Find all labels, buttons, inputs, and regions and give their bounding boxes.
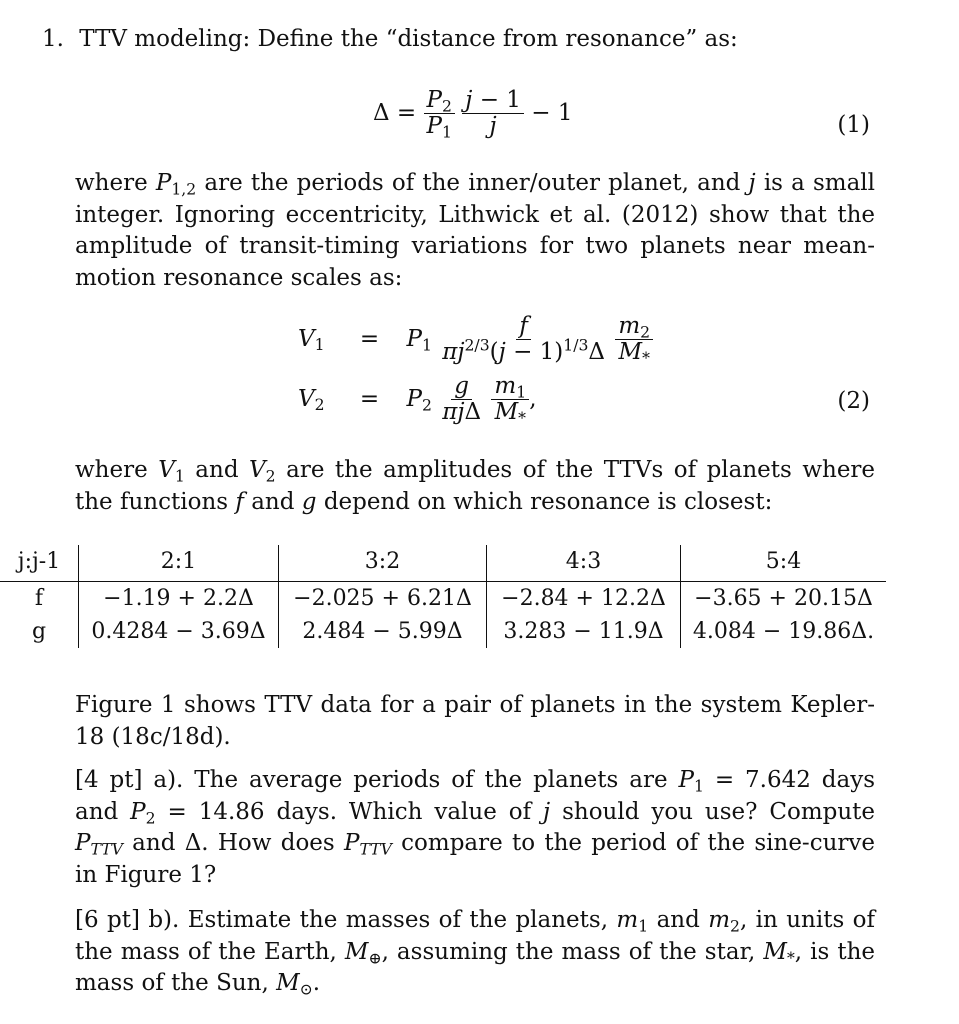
part-a-points: [4 pt] a). [75, 767, 184, 793]
equation-2-number: (2) [837, 388, 870, 414]
equation-1-number: (1) [837, 112, 870, 138]
table-cell: 0.4284 − 3.69Δ [79, 615, 279, 648]
part-b-points: [6 pt] b). [75, 907, 180, 933]
question-part-a: [4 pt] a). The average periods of the planets are $P_1 = 7.642$ days and $P_2 = 14.86$ days. Which value of j should you use? Compute $P_{TTV}$ and Δ. How does $P_{TTV}$ compare to the period of the sine-curve in Figure 1? [75, 767, 876, 888]
equation-2-v1: $V_1 = P_1$ $\frac{f}{\pi j^{2/3}(j - 1)^{1/3}\Delta}$ $\frac{m_2}{M_*}$ [298, 314, 653, 366]
resonance-table [0, 545, 886, 648]
paragraph-amplitudes: where $V_1$ and $V_2$ are the amplitudes of the TTVs of planets where the functions f and g depend on which resonance is closest: [75, 457, 876, 515]
table-cell: 4.084 − 19.86Δ. [692, 619, 875, 644]
equation-2-v2: $V_2 = P_2$ $\frac{g}{\text{πjΔ}}$ $\frac{m_1}{M_*}$ , [298, 373, 537, 428]
problem-heading [42, 26, 738, 52]
table-cell: 2.484 − 5.99Δ [279, 615, 487, 648]
paragraph-periods: where $P_{1,2}$ are the periods of the inner/outer planet, and j is a small integer. Ignoring eccentricity, Lithwick et al. (2012) show that the amplitude of transit-timing variations for two planets near mean-motion resonance scales as: [75, 170, 876, 291]
column-header: 3:2 [279, 545, 487, 582]
fraction-j: $\frac{j - 1}{j}$ [462, 88, 524, 140]
column-header: 4:3 [487, 545, 681, 582]
row-label: j:j-1 [0, 545, 79, 582]
problem-title: TTV modeling: Define the “distance from resonance” as: [79, 26, 738, 52]
table-row [0, 615, 886, 648]
table-cell: −3.65 + 20.15Δ [694, 586, 873, 611]
table-cell: 3.283 − 11.9Δ [487, 615, 681, 648]
table-header-row [0, 545, 886, 582]
table-row [0, 582, 886, 616]
problem-number: 1. [42, 26, 64, 52]
table-cell: −2.84 + 12.2Δ [487, 582, 681, 616]
question-part-b: [6 pt] b). Estimate the masses of the planets, $m_1$ and $m_2$, in units of the mass of the Earth, $M_\oplus$, assuming the mass of the star, $M_*$, is the mass of the Sun, $M_⊙$. [75, 907, 876, 999]
paragraph-figure-note: Figure 1 shows TTV data for a pair of planets in the system Kepler-18 (18c/18d). [75, 692, 875, 750]
row-label: f [0, 582, 79, 616]
column-header: 5:4 [681, 545, 887, 582]
table-cell: −2.025 + 6.21Δ [279, 582, 487, 616]
column-header: 2:1 [79, 545, 279, 582]
equation-1: Δ = $\frac{P_2}{P_1}$ $\frac{j - 1}{j}$ − 1 [373, 87, 573, 142]
table-cell: −1.19 + 2.2Δ [79, 582, 279, 616]
row-label: g [0, 615, 79, 648]
fraction-p2-p1: $\frac{P_2}{P_1}$ [424, 88, 455, 140]
